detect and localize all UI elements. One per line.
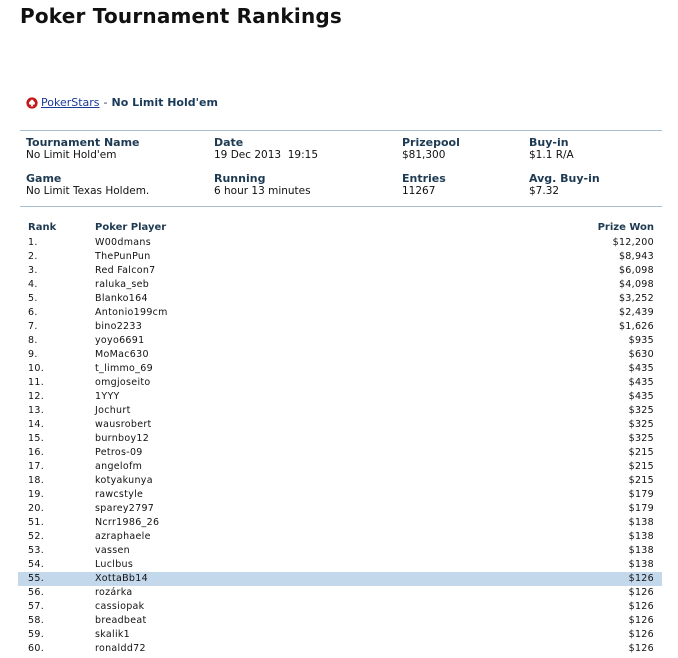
player-name-cell[interactable]: wausrobert — [95, 419, 152, 430]
running-label: Running — [214, 172, 266, 185]
player-name-cell[interactable]: breadbeat — [95, 615, 147, 626]
rank-cell: 56. — [28, 587, 45, 598]
rank-cell: 57. — [28, 601, 45, 612]
prize-cell: $126 — [628, 573, 654, 584]
table-row[interactable] — [18, 320, 662, 334]
prize-cell: $325 — [628, 419, 654, 430]
table-row[interactable] — [18, 530, 662, 544]
prize-cell: $215 — [628, 447, 654, 458]
rank-cell: 59. — [28, 629, 45, 640]
table-row[interactable] — [18, 586, 662, 600]
prize-cell: $3,252 — [618, 293, 654, 304]
table-row[interactable] — [18, 292, 662, 306]
rank-cell: 3. — [28, 265, 38, 276]
table-row[interactable] — [18, 488, 662, 502]
prize-cell: $435 — [628, 391, 654, 402]
player-name-cell[interactable]: kotyakunya — [95, 475, 153, 486]
table-row[interactable] — [18, 460, 662, 474]
table-row[interactable] — [18, 642, 662, 656]
rank-cell: 7. — [28, 321, 38, 332]
buyin-label: Buy-in — [529, 136, 569, 149]
buyin-value: $1.1 R/A — [529, 149, 574, 161]
table-row[interactable] — [18, 418, 662, 432]
prize-cell: $325 — [628, 433, 654, 444]
prize-cell: $325 — [628, 405, 654, 416]
rank-cell: 51. — [28, 517, 45, 528]
player-name-cell[interactable]: ronaldd72 — [95, 643, 146, 654]
rank-cell: 10. — [28, 363, 45, 374]
table-row[interactable] — [18, 278, 662, 292]
table-row[interactable] — [18, 306, 662, 320]
player-name-cell[interactable]: omgjoseito — [95, 377, 151, 388]
player-name-cell[interactable]: sparey2797 — [95, 503, 155, 514]
rank-cell: 9. — [28, 349, 38, 360]
table-row[interactable] — [18, 264, 662, 278]
table-row[interactable] — [18, 348, 662, 362]
table-row[interactable] — [18, 236, 662, 250]
rank-cell: 5. — [28, 293, 38, 304]
player-name-cell[interactable]: vassen — [95, 545, 131, 556]
game-label: Game — [26, 172, 62, 185]
rank-cell: 58. — [28, 615, 45, 626]
table-row[interactable] — [18, 376, 662, 390]
rank-cell: 11. — [28, 377, 45, 388]
rank-cell: 55. — [28, 573, 45, 584]
prize-cell: $935 — [628, 335, 654, 346]
prize-cell: $435 — [628, 377, 654, 388]
prize-cell: $179 — [628, 489, 654, 500]
prize-cell: $4,098 — [618, 279, 654, 290]
prizepool-label: Prizepool — [402, 136, 460, 149]
rank-cell: 12. — [28, 391, 45, 402]
rank-cell: 13. — [28, 405, 45, 416]
rank-cell: 20. — [28, 503, 45, 514]
prize-cell: $138 — [628, 531, 654, 542]
table-row[interactable] — [18, 250, 662, 264]
player-name-cell[interactable]: XottaBb14 — [95, 573, 148, 584]
player-name-cell[interactable]: W00dmans — [95, 237, 151, 248]
game-block — [26, 173, 149, 197]
column-header-player: Poker Player — [95, 222, 167, 233]
tournament-name-value: No Limit Hold'em — [26, 149, 117, 161]
pokerstars-logo-icon — [26, 97, 38, 109]
table-row[interactable] — [18, 390, 662, 404]
entries-value: 11267 — [402, 185, 436, 197]
tournament-info-panel — [20, 130, 662, 207]
rank-cell: 18. — [28, 475, 45, 486]
buyin-block — [529, 137, 574, 161]
player-name-cell[interactable]: rozárka — [95, 587, 133, 598]
player-name-cell[interactable]: burnboy12 — [95, 433, 150, 444]
date-value: 19 Dec 2013 19:15 — [214, 149, 319, 161]
player-name-cell[interactable]: cassiopak — [95, 601, 145, 612]
breadcrumb-current: No Limit Hold'em — [111, 96, 218, 109]
rankings-table — [18, 236, 662, 656]
running-block — [214, 173, 311, 197]
table-row[interactable] — [18, 362, 662, 376]
player-name-cell[interactable]: Ncrr1986_26 — [95, 517, 160, 528]
table-row[interactable] — [18, 516, 662, 530]
rank-cell: 54. — [28, 559, 45, 570]
column-header-prize: Prize Won — [597, 222, 654, 233]
player-name-cell[interactable]: bino2233 — [95, 321, 143, 332]
rank-cell: 53. — [28, 545, 45, 556]
rank-cell: 1. — [28, 237, 38, 248]
rank-cell: 2. — [28, 251, 38, 262]
player-name-cell[interactable]: MoMac630 — [95, 349, 149, 360]
player-name-cell[interactable]: Petros-09 — [95, 447, 143, 458]
prize-cell: $12,200 — [612, 237, 654, 248]
prize-cell: $215 — [628, 461, 654, 472]
player-name-cell[interactable]: Red Falcon7 — [95, 265, 156, 276]
prize-cell: $138 — [628, 517, 654, 528]
page-title: Poker Tournament Rankings — [20, 4, 343, 28]
table-row[interactable] — [18, 502, 662, 516]
player-name-cell[interactable]: ThePunPun — [95, 251, 151, 262]
prize-cell: $126 — [628, 601, 654, 612]
player-name-cell[interactable]: raluka_seb — [95, 279, 150, 290]
breadcrumb-link-pokerstars[interactable]: PokerStars — [41, 96, 100, 109]
player-name-cell[interactable]: rawcstyle — [95, 489, 144, 500]
column-header-rank: Rank — [28, 222, 57, 233]
table-row[interactable] — [18, 544, 662, 558]
player-name-cell[interactable]: Jochurt — [95, 405, 131, 416]
prize-cell: $126 — [628, 587, 654, 598]
breadcrumb-separator: - — [103, 96, 108, 109]
table-row[interactable] — [18, 432, 662, 446]
rank-cell: 15. — [28, 433, 45, 444]
prize-cell: $2,439 — [618, 307, 654, 318]
prize-cell: $435 — [628, 363, 654, 374]
table-row[interactable] — [18, 628, 662, 642]
prize-cell: $8,943 — [618, 251, 654, 262]
prize-cell: $630 — [628, 349, 654, 360]
player-name-cell[interactable]: Blanko164 — [95, 293, 148, 304]
prize-cell: $126 — [628, 643, 654, 654]
entries-block — [402, 173, 446, 197]
table-row[interactable] — [18, 614, 662, 628]
rank-cell: 14. — [28, 419, 45, 430]
prize-cell: $126 — [628, 629, 654, 640]
rank-cell: 6. — [28, 307, 38, 318]
tournament-name-label: Tournament Name — [26, 136, 140, 149]
player-name-cell[interactable]: skalik1 — [95, 629, 131, 640]
table-row[interactable] — [18, 334, 662, 348]
prizepool-value: $81,300 — [402, 149, 446, 161]
tournament-name-block — [26, 137, 140, 161]
rank-cell: 16. — [28, 447, 45, 458]
table-row[interactable] — [18, 474, 662, 488]
table-row[interactable] — [18, 600, 662, 614]
rank-cell: 4. — [28, 279, 38, 290]
table-row[interactable] — [18, 446, 662, 460]
rank-cell: 60. — [28, 643, 45, 654]
player-name-cell[interactable]: Luclbus — [95, 559, 134, 570]
player-name-cell[interactable]: azraphaele — [95, 531, 151, 542]
rank-cell: 19. — [28, 489, 45, 500]
prize-cell: $138 — [628, 545, 654, 556]
table-row[interactable] — [18, 404, 662, 418]
prize-cell: $138 — [628, 559, 654, 570]
avg-buyin-value: $7.32 — [529, 185, 560, 197]
player-name-cell[interactable]: angelofm — [95, 461, 143, 472]
prizepool-block — [402, 137, 460, 161]
avg-buyin-label: Avg. Buy-in — [529, 172, 600, 185]
game-value: No Limit Texas Holdem. — [26, 185, 150, 197]
prize-cell: $1,626 — [618, 321, 654, 332]
avg-buyin-block — [529, 173, 600, 197]
breadcrumb — [26, 96, 218, 109]
player-name-cell[interactable]: yoyo6691 — [95, 335, 145, 346]
running-value: 6 hour 13 minutes — [214, 185, 311, 197]
prize-cell: $179 — [628, 503, 654, 514]
player-name-cell[interactable]: t_limmo_69 — [95, 363, 153, 374]
prize-cell: $215 — [628, 475, 654, 486]
rank-cell: 52. — [28, 531, 45, 542]
rank-cell: 8. — [28, 335, 38, 346]
rank-cell: 17. — [28, 461, 45, 472]
prize-cell: $126 — [628, 615, 654, 626]
table-row-highlighted[interactable] — [18, 572, 662, 586]
player-name-cell[interactable]: Antonio199cm — [95, 307, 168, 318]
entries-label: Entries — [402, 172, 446, 185]
player-name-cell[interactable]: 1YYY — [95, 391, 120, 402]
prize-cell: $6,098 — [618, 265, 654, 276]
table-row[interactable] — [18, 558, 662, 572]
date-block — [214, 137, 318, 161]
date-label: Date — [214, 136, 244, 149]
